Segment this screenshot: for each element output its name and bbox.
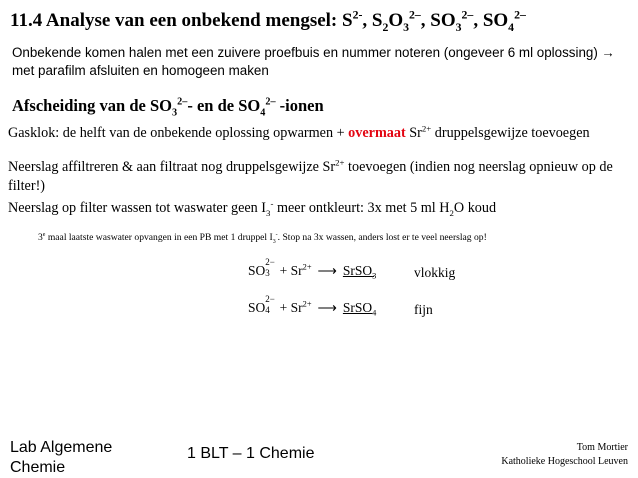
footer-author: Tom Mortier Katholieke Hogeschool Leuven	[501, 442, 628, 467]
precipitate-product: SrSO$_4$	[342, 300, 377, 318]
footer-course: Lab Algemene Chemie	[10, 439, 113, 476]
page-title: 11.4 Analyse van een onbekend mengsel: $S^{2-}$, $S_2O_3^{2-}$, $SO_3^{2-}$, $SO_4^{2-}$	[10, 8, 526, 34]
precipitate-product: SrSO$_3$	[342, 263, 377, 281]
overmaat-highlight: overmaat	[348, 125, 406, 141]
reaction-description: vlokkig	[414, 265, 456, 280]
reaction-arrow-icon: ⟶	[317, 263, 337, 278]
step-gasklok: Gasklok: de helft van de onbekende oplossing opwarmen + overmaat $Sr^{2+}$ druppelsgewijze toevoegen	[8, 123, 590, 141]
wash-note: 3e maal laatste waswater opvangen in een PB met 1 druppel $I_3^-$. Stop na 3x wassen, anders lost er te veel neerslag op!	[38, 231, 487, 245]
reaction-sulfite: SO 2− 3 + $Sr^{2+}$ ⟶ SrSO$_3$	[248, 257, 377, 281]
intro-text: Onbekende komen halen met een zuivere proefbuis en nummer noteren (ongeveer 6 ml oplossing) → met parafilm afsluiten en homogeen maken	[12, 45, 615, 78]
footer-program: 1 BLT – 1 Chemie	[187, 445, 315, 462]
section-heading: Afscheiding van de $SO_3^{2-}-$ en de $SO_4^{2-}$ -ionen	[12, 96, 324, 119]
reaction-description: fijn	[414, 302, 433, 317]
reaction-arrow-icon: ⟶	[317, 300, 337, 315]
reaction-sulfate: SO 2− 4 + $Sr^{2+}$ ⟶ SrSO$_4$	[248, 294, 377, 318]
step-affiltreren: Neerslag affiltreren & aan filtraat nog druppelsgewijze $Sr^{2+}$ toevoegen (indien nog neerslag opnieuw op de filter!)	[8, 157, 613, 194]
step-wassen: Neerslag op filter wassen tot waswater geen $I_3^-$ meer ontkleurt: 3x met 5 ml $H_2O$ koud	[8, 198, 497, 218]
